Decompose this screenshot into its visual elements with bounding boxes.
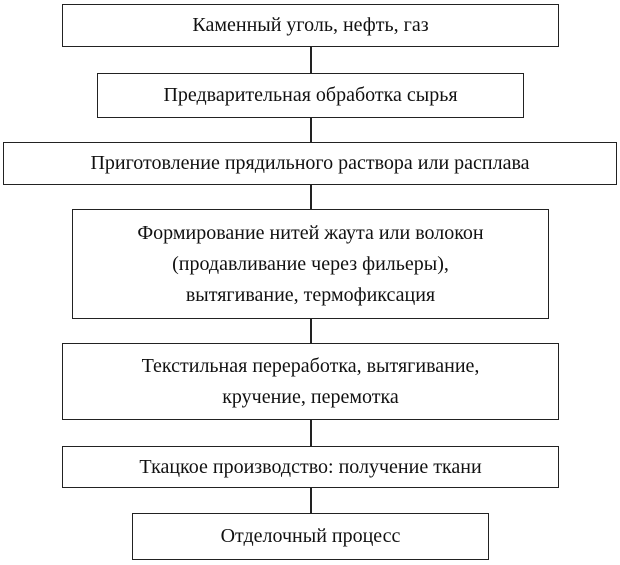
connector-line-3-4 <box>310 185 312 209</box>
step-raw-materials <box>62 4 559 47</box>
step-weaving <box>62 446 559 488</box>
step-2-line-1: Предварительная обработка сырья <box>163 84 458 106</box>
step-4-line-2: (продавливание через фильеры), <box>172 252 449 275</box>
step-5-line-1: Текстильная переработка, вытягивание, <box>141 354 480 377</box>
step-spinning-solution <box>3 142 617 185</box>
step-6-line-1: Ткацкое производство: получение ткани <box>139 455 482 478</box>
step-1-line-1: Каменный уголь, нефть, газ <box>192 14 429 36</box>
step-4-line-3: вытягивание, термофиксация <box>185 283 436 306</box>
step-4-line-1: Формирование нитей жаута или волокон <box>137 221 484 244</box>
step-finishing <box>132 513 489 560</box>
connector-line-4-5 <box>310 319 312 343</box>
step-5-line-2: кручение, перемотка <box>222 385 399 408</box>
step-3-line-1: Приготовление прядильного раствора или расплава <box>90 152 530 174</box>
connector-line-2-3 <box>310 118 312 142</box>
connector-line-6-7 <box>310 488 312 513</box>
connector-line-1-2 <box>310 47 312 73</box>
connector-line-5-6 <box>310 420 312 446</box>
step-fiber-formation <box>72 209 549 319</box>
step-preprocessing <box>97 73 524 118</box>
step-textile-processing <box>62 343 559 420</box>
step-7-line-1: Отделочный процесс <box>220 525 401 547</box>
